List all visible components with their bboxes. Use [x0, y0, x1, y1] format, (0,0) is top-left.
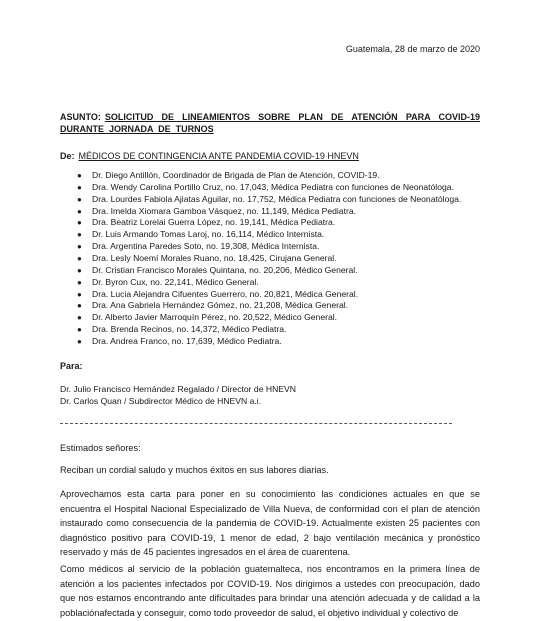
recipient-list: [60, 383, 296, 407]
paragraph-3: Como médicos al servicio de la población guatemalteca, nos encontramos en la primera línea de atención a los pacientes infectados por COVID-19. Nos dirigimos a ustedes con preocupación, dado que nos estamos encontrando ante dificultades para brindar una atención adecuada y de calidad a la poblaciónafectada y conseguir, como todo proveedor de salud, el objetivo individual y colectivo de: [60, 564, 480, 618]
bullet-icon: ●: [77, 242, 82, 252]
bullet-icon: ●: [77, 206, 82, 216]
subject-text: SOLICITUD DE LINEAMIENTOS SOBRE PLAN DE ATENCIÓN PARA COVID-19 DURANTE JORNADA DE TURNOS: [60, 112, 480, 134]
doctor-name: Dr. Diego Antillón, Coordinador de Brigada de Plan de Atención, COVID-19.: [92, 170, 380, 180]
doctor-name: Dr. Cristian Francisco Morales Quintana, no. 20,206, Médico General.: [92, 264, 358, 275]
doctor-name: Dr. Alberto Javier Marroquín Pérez, no. 20,522, Médico General.: [92, 312, 338, 323]
doctor-list-item: [77, 289, 461, 301]
bullet-icon: ●: [77, 277, 82, 287]
doctor-list-item: [77, 229, 461, 241]
bullet-icon: ●: [77, 230, 82, 240]
doctor-list-item: [77, 206, 461, 218]
bullet-icon: ●: [77, 289, 82, 299]
doctor-list-item: [77, 170, 461, 182]
doctor-name: Dr. Luis Armando Tomas Laroj, no. 16,114, Médico Internista.: [92, 229, 325, 240]
doctor-list-item: [77, 312, 461, 324]
doctor-list-item: [77, 265, 461, 277]
doctor-name: Dra. Argentina Paredes Soto, no. 19,308, Médica Internista.: [92, 241, 320, 252]
bullet-icon: ●: [77, 301, 82, 311]
subject-line: [60, 111, 480, 135]
letter-date: Guatemala, 28 de marzo de 2020: [345, 44, 480, 54]
bullet-icon: ●: [77, 171, 82, 180]
doctor-name: Dra. Brenda Recinos, no. 14,372, Médico Pediatra.: [92, 324, 287, 335]
paragraph-1: Reciban un cordial saludo y muchos éxitos en sus labores diarias.: [60, 465, 329, 475]
bullet-icon: ●: [77, 325, 82, 335]
paragraph-2: Aprovechamos esta carta para poner en su conocimiento las condiciones actuales en que se encuentra el Hospital Nacional Especializado de Villa Nueva, de conformidad con el plan de atención instaurado como consecuencia de la pandemia de COVID-19. Actualmente existen 25 pacientes con diagnóstico positivo para COVID-19, 1 menor de edad, 2 bajo ventilación mecánica y pronóstico reservado y más de 45 pacientes ingresados en el área de cuarentena.: [60, 489, 480, 558]
doctor-name: Dra. Imelda Xiomara Gamboa Vásquez, no. 11,149, Médica Pediatra.: [92, 205, 357, 216]
doctor-list-item: [77, 217, 461, 229]
doctor-list-item: [77, 324, 461, 336]
bullet-icon: ●: [77, 218, 82, 228]
bullet-icon: ●: [77, 265, 82, 275]
doctor-name: Dra. Lesly Noemí Morales Ruano, no. 18,425, Cirujana General.: [92, 253, 337, 264]
bullet-icon: ●: [77, 182, 82, 192]
sender-label: De:: [60, 151, 75, 161]
sender-line: [60, 151, 359, 161]
bullet-icon: ●: [77, 254, 82, 264]
doctor-list-item: [77, 194, 461, 206]
bullet-icon: ●: [77, 337, 82, 347]
doctor-name: Dra. Lucia Alejandra Cifuentes Guerrero, no. 20,821, Médica General.: [92, 288, 359, 299]
doctor-list-item: [77, 253, 461, 265]
sender-text: MÉDICOS DE CONTINGENCIA ANTE PANDEMIA COVID-19 HNEVN: [78, 151, 359, 161]
dashed-divider: [60, 423, 452, 424]
bullet-icon: ●: [77, 313, 82, 323]
doctor-name: Dra. Beatriz Lorelai Guerra López, no. 19,141, Médica Pediatra.: [92, 217, 336, 228]
doctor-list-item: [77, 300, 461, 312]
greeting: Estimados señores:: [60, 443, 141, 453]
doctor-name: Dra. Lourdes Fabiola Ajiatas Aguilar, no. 17,752, Médica Pediatra con funciones de Neonatóloga.: [92, 193, 462, 204]
doctor-list-item: [77, 182, 461, 194]
doctor-name: Dra. Andrea Franco, no. 17,639, Médico Pediatra.: [92, 336, 282, 347]
subject-label: ASUNTO:: [60, 112, 101, 122]
doctor-list-item: [77, 241, 461, 253]
doctor-list-item: [77, 336, 461, 348]
bullet-icon: ●: [77, 194, 82, 204]
recipient-item: Dr. Carlos Quan / Subdirector Médico de HNEVN a.i.: [60, 396, 262, 406]
recipient-label: Para:: [60, 361, 83, 371]
recipient-item: Dr. Julio Francisco Hernández Regalado / Director de HNEVN: [60, 384, 296, 394]
doctor-list: [77, 170, 461, 348]
doctor-name: Dra. Wendy Carolina Portillo Cruz, no. 17,043, Médica Pediatra con funciones de Neonatóloga.: [92, 181, 454, 192]
doctor-name: Dr. Byron Cux, no. 22,141, Médico General.: [92, 276, 259, 287]
doctor-list-item: [77, 277, 461, 289]
doctor-name: Dra. Ana Gabriela Hernández Gómez, no. 21,208, Médica General.: [92, 300, 349, 311]
